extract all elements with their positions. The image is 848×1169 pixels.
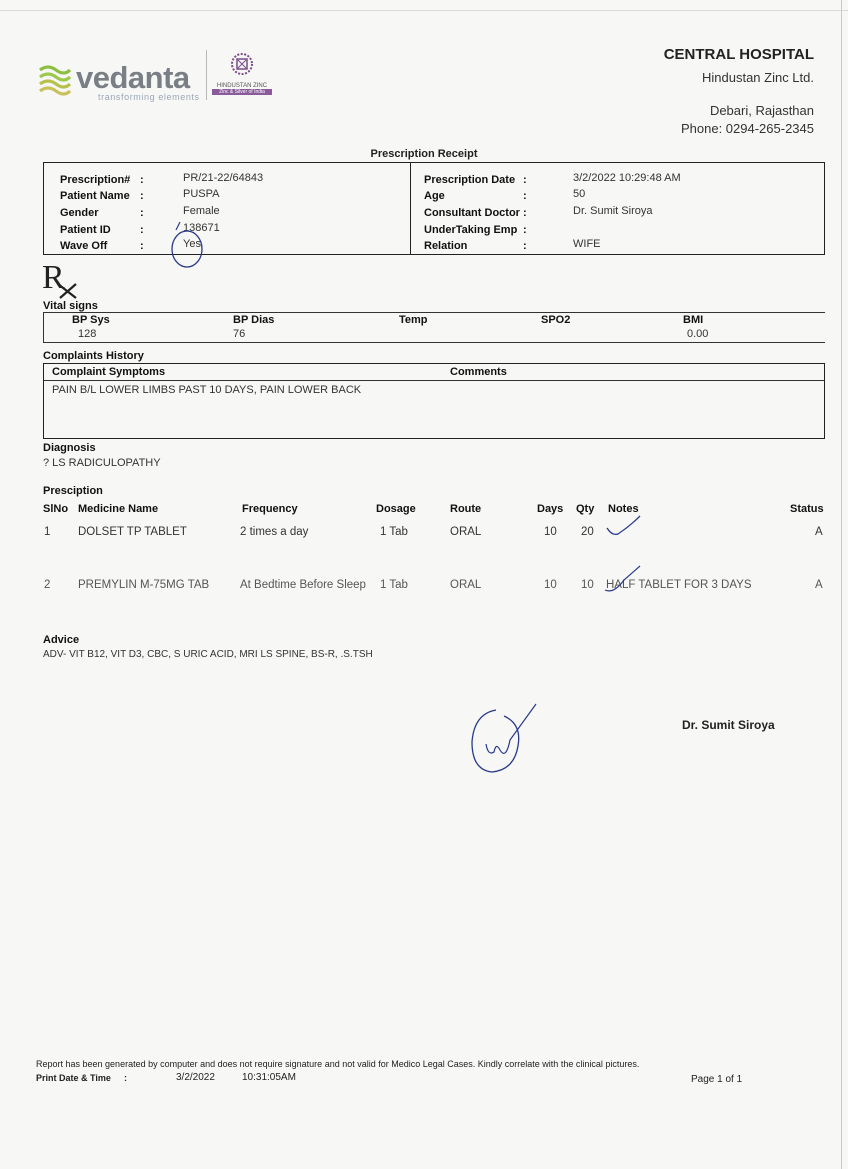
- hospital-name: CENTRAL HOSPITAL: [663, 46, 814, 63]
- advice-text: ADV- VIT B12, VIT D3, CBC, S URIC ACID, MRI LS SPINE, BS-R, .S.TSH: [43, 649, 373, 660]
- page-top-edge: [0, 10, 848, 11]
- prescription-column-header: Notes: [608, 503, 639, 515]
- vitals-heading: Vital signs: [43, 300, 98, 312]
- print-time: 10:31:05AM: [242, 1072, 296, 1083]
- pen-check-mark: [604, 512, 644, 538]
- left-field-sep: :: [140, 207, 144, 219]
- doctor-name: Dr. Sumit Siroya: [682, 718, 775, 732]
- print-sep: :: [124, 1073, 127, 1083]
- prescription-cell-qty: 10: [581, 579, 594, 591]
- right-field-label: UnderTaking Emp: [424, 224, 518, 236]
- prescription-cell-dose: 1 Tab: [380, 526, 408, 538]
- prescription-cell-freq: At Bedtime Before Sleep: [240, 579, 366, 591]
- partner-strip: Zinc & Silver of India: [212, 89, 272, 95]
- left-field-value: PUSPA: [183, 188, 220, 200]
- right-field-sep: :: [523, 174, 527, 186]
- complaint-symptoms-header: Complaint Symptoms: [52, 366, 166, 378]
- right-field-label: Relation: [424, 240, 468, 252]
- prescription-column-header: Medicine Name: [78, 503, 159, 515]
- logo-divider: [206, 50, 207, 100]
- prescription-cell-freq: 2 times a day: [240, 526, 309, 538]
- pen-check-mark-2: [602, 562, 642, 596]
- prescription-cell-days: 10: [544, 579, 557, 591]
- left-field-label: Gender: [60, 207, 99, 219]
- vitals-column-header: Temp: [399, 314, 428, 326]
- comments-header: Comments: [450, 366, 507, 378]
- right-field-sep: :: [523, 190, 527, 202]
- right-field-sep: :: [523, 240, 527, 252]
- prescription-column-header: Frequency: [242, 503, 298, 515]
- complaint-text: PAIN B/L LOWER LIMBS PAST 10 DAYS, PAIN LOWER BACK: [52, 384, 362, 396]
- vitals-bottom-line: [43, 342, 825, 343]
- vitals-column-header: BMI: [683, 314, 704, 326]
- diagnosis-heading: Diagnosis: [43, 442, 96, 454]
- vitals-top-line: [43, 312, 825, 313]
- right-field-sep: :: [523, 224, 527, 236]
- page-number: Page 1 of 1: [691, 1074, 743, 1085]
- left-field-value: Female: [183, 205, 220, 217]
- prescription-column-header: Status: [790, 503, 824, 515]
- right-field-value: WIFE: [573, 238, 601, 250]
- left-field-sep: :: [140, 190, 144, 202]
- left-field-sep: :: [140, 240, 144, 252]
- left-field-sep: :: [140, 224, 144, 236]
- right-field-value: 3/2/2022 10:29:48 AM: [573, 172, 681, 184]
- prescription-cell-route: ORAL: [450, 526, 482, 538]
- right-field-sep: :: [523, 207, 527, 219]
- left-field-value: PR/21-22/64843: [183, 172, 264, 184]
- prescription-column-header: Days: [537, 503, 564, 515]
- prescription-column-header: Qty: [576, 503, 595, 515]
- brand-tagline: transforming elements: [98, 92, 200, 102]
- right-field-value: 50: [573, 188, 586, 200]
- prescription-cell-name: PREMYLIN M-75MG TAB: [78, 579, 210, 591]
- hospital-phone: Phone: 0294-265-2345: [680, 121, 814, 136]
- vitals-column-header: SPO2: [541, 314, 571, 326]
- prescription-cell-sl: 2: [44, 579, 51, 591]
- zinc-emblem-icon: [230, 52, 254, 78]
- footer-disclaimer: Report has been generated by computer and does not require signature and not valid for Medico Legal Cases. Kindly correlate with the clinical pictures.: [36, 1059, 640, 1069]
- left-field-label: Patient Name: [60, 190, 130, 202]
- svg-text:R: R: [42, 262, 65, 296]
- vitals-left-edge: [43, 312, 44, 342]
- receipt-box: [43, 162, 825, 255]
- prescription-column-header: Dosage: [376, 503, 416, 515]
- prescription-cell-name: DOLSET TP TABLET: [78, 526, 187, 538]
- vitals-value: 0.00: [687, 328, 709, 340]
- prescription-heading: Presciption: [43, 485, 103, 497]
- receipt-divider: [410, 163, 411, 254]
- prescription-cell-qty: 20: [581, 526, 594, 538]
- prescription-cell-notes: HALF TABLET FOR 3 DAYS: [606, 579, 752, 591]
- vitals-value: 76: [233, 328, 246, 340]
- prescription-cell-sl: 1: [44, 526, 51, 538]
- right-field-value: Dr. Sumit Siroya: [573, 205, 653, 217]
- right-field-label: Consultant Doctor: [424, 207, 520, 219]
- left-field-sep: :: [140, 174, 144, 186]
- hospital-org: Hindustan Zinc Ltd.: [701, 70, 814, 85]
- receipt-title: Prescription Receipt: [370, 148, 478, 160]
- doctor-signature-mark: [466, 700, 542, 778]
- brand-name: vedanta: [76, 60, 190, 95]
- left-field-value: Yes: [183, 238, 201, 250]
- prescription-cell-status: A: [815, 526, 823, 538]
- print-date: 3/2/2022: [176, 1072, 215, 1083]
- print-label: Print Date & Time: [36, 1073, 111, 1083]
- rx-icon: [42, 262, 82, 300]
- hospital-block: [554, 46, 814, 136]
- diagnosis-text: ? LS RADICULOPATHY: [43, 457, 161, 469]
- advice-heading: Advice: [43, 634, 80, 646]
- vitals-value: 128: [78, 328, 97, 340]
- vitals-column-header: BP Sys: [72, 314, 110, 326]
- complaints-header-line: [44, 380, 824, 381]
- partner-name: HINDUSTAN ZINC: [216, 83, 268, 89]
- prescription-cell-status: A: [815, 579, 823, 591]
- right-field-label: Age: [424, 190, 445, 202]
- prescription-column-header: Route: [450, 503, 482, 515]
- page-right-edge: [841, 0, 842, 1169]
- complaints-heading: Complaints History: [43, 350, 144, 362]
- complaints-box: [43, 363, 825, 439]
- vedanta-wave-icon: [38, 64, 72, 96]
- left-field-label: Patient ID: [60, 224, 111, 236]
- hospital-location: Debari, Rajasthan: [709, 103, 814, 118]
- left-field-label: Prescription#: [60, 174, 131, 186]
- vitals-column-header: BP Dias: [233, 314, 275, 326]
- prescription-column-header: SlNo: [43, 503, 69, 515]
- hindustan-zinc-logo: [212, 52, 272, 95]
- prescription-cell-days: 10: [544, 526, 557, 538]
- prescription-cell-dose: 1 Tab: [380, 579, 408, 591]
- left-field-value: 138671: [183, 222, 220, 234]
- right-field-label: Prescription Date: [424, 174, 516, 186]
- pen-circle-mark: [166, 218, 208, 272]
- left-field-label: Wave Off: [60, 240, 108, 252]
- prescription-cell-route: ORAL: [450, 579, 482, 591]
